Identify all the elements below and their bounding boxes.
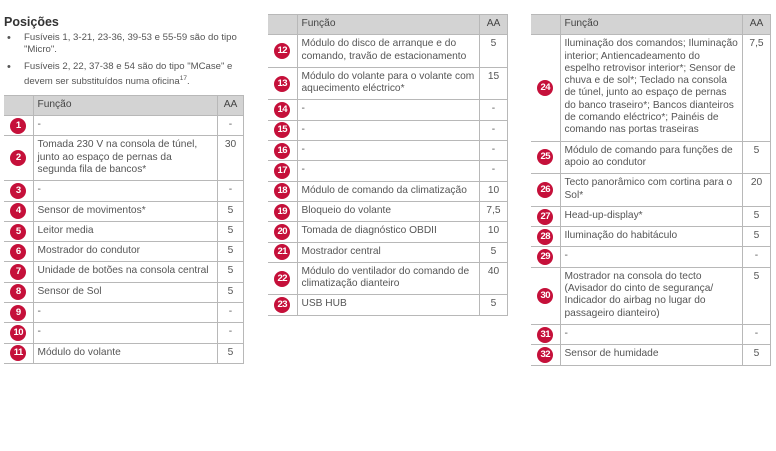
fuse-number-badge: 22 [274, 271, 290, 287]
fuse-function-cell: - [33, 323, 218, 343]
fuse-number-badge: 26 [537, 182, 553, 198]
fuse-number-cell [531, 227, 560, 247]
section-heading: Posições [4, 15, 59, 29]
fuse-number-badge: 31 [537, 327, 553, 343]
fuse-row [531, 35, 771, 141]
fuse-row [531, 324, 771, 344]
right-column [531, 0, 771, 366]
amperage-column-header: AA [480, 15, 508, 35]
fuse-type-note-mcase: • Fusíveis 2, 22, 37-38 e 54 são do tipo "MCase" e devem ser substituídos numa oficina$^{17}$. [4, 61, 244, 89]
function-column-header: Função [297, 15, 480, 35]
fuse-amperage-cell: 5 [743, 141, 771, 174]
fuse-row [531, 345, 771, 365]
fuse-row [4, 221, 244, 241]
fuse-function-cell: Módulo do ventilador do comando de climatização dianteiro [297, 262, 480, 295]
fuse-function-cell: Sensor de Sol [33, 282, 218, 302]
fuse-row [531, 206, 771, 226]
fuse-row [531, 174, 771, 207]
fuse-amperage-cell: 10 [480, 181, 508, 201]
fuse-number-cell [531, 174, 560, 207]
fuse-function-cell: Mostrador central [297, 242, 480, 262]
fuse-amperage-cell: - [480, 141, 508, 161]
fuse-function-cell: USB HUB [297, 295, 480, 315]
fuse-number-badge: 30 [537, 288, 553, 304]
fuse-type-note-micro: • Fusíveis 1, 3-21, 23-36, 39-53 e 55-59 são do tipo "Micro". [4, 32, 244, 57]
fuse-amperage-cell: 5 [480, 295, 508, 315]
left-column [4, 0, 244, 364]
fuse-function-cell: Unidade de botões na consola central [33, 262, 218, 282]
fuse-number-cell [531, 141, 560, 174]
fuse-number-badge: 27 [537, 209, 553, 225]
fuse-amperage-cell: 7,5 [743, 35, 771, 141]
fuse-table-2 [268, 14, 508, 316]
fuse-number-cell [268, 181, 297, 201]
fuse-number-cell [268, 222, 297, 242]
fuse-row [268, 67, 508, 100]
fuse-row [268, 242, 508, 262]
function-column-header: Função [33, 95, 218, 115]
fuse-number-cell [268, 201, 297, 221]
fuse-number-badge: 14 [274, 102, 290, 118]
fuse-number-cell [4, 136, 33, 181]
number-column-header [268, 15, 297, 35]
fuse-number-badge: 2 [10, 150, 26, 166]
fuse-amperage-cell: 5 [480, 35, 508, 68]
fuse-function-cell: - [297, 161, 480, 181]
fuse-amperage-cell: 30 [218, 136, 244, 181]
fuse-number-badge: 13 [274, 76, 290, 92]
fuse-row [531, 141, 771, 174]
fuse-amperage-cell: 20 [743, 174, 771, 207]
fuse-number-cell [531, 345, 560, 365]
number-column-header [4, 95, 33, 115]
fuse-amperage-cell: 5 [218, 343, 244, 363]
fuse-row [268, 100, 508, 120]
fuse-table-3 [531, 14, 771, 366]
fuse-row [4, 136, 244, 181]
number-column-header [531, 15, 560, 35]
fuse-function-cell: Iluminação dos comandos; Iluminação interior; Antiencadeamento do espelho retrovisor interior*; Sensor de chuva e de sol*; Teclado na consola de túnel, junto ao espaço de pernas do banco traseiro*; Bancos dianteiros de comando eléctrico*; Painéis de comando nas portas traseiras [560, 35, 743, 141]
fuse-row [268, 35, 508, 68]
fuse-function-cell: Módulo de comando da climatização [297, 181, 480, 201]
fuse-number-badge: 21 [274, 244, 290, 260]
fuse-amperage-cell: 40 [480, 262, 508, 295]
fuse-amperage-cell: - [480, 161, 508, 181]
fuse-amperage-cell: 5 [218, 201, 244, 221]
fuse-number-badge: 8 [10, 284, 26, 300]
fuse-row [268, 295, 508, 315]
fuse-row [268, 141, 508, 161]
fuse-row [268, 201, 508, 221]
fuse-row [4, 181, 244, 201]
fuse-function-cell: Mostrador do condutor [33, 242, 218, 262]
fuse-function-cell: Módulo de comando para funções de apoio ao condutor [560, 141, 743, 174]
fuse-amperage-cell: - [743, 247, 771, 267]
fuse-function-cell: Leitor media [33, 221, 218, 241]
fuse-number-badge: 3 [10, 183, 26, 199]
fuse-number-cell [4, 221, 33, 241]
fuse-function-cell: Tomada 230 V na consola de túnel, junto ao espaço de pernas da segunda fila de bancos* [33, 136, 218, 181]
fuse-amperage-cell: - [218, 116, 244, 136]
fuse-number-badge: 17 [274, 163, 290, 179]
fuse-function-cell: Sensor de humidade [560, 345, 743, 365]
amperage-column-header: AA [743, 15, 771, 35]
fuse-amperage-cell: 5 [218, 262, 244, 282]
fuse-row [531, 247, 771, 267]
fuse-amperage-cell: - [218, 303, 244, 323]
middle-column [268, 0, 508, 316]
fuse-amperage-cell: 5 [743, 345, 771, 365]
fuse-amperage-cell: 5 [743, 206, 771, 226]
fuse-function-cell: Módulo do volante para o volante com aquecimento eléctrico* [297, 67, 480, 100]
fuse-function-cell: Módulo do volante [33, 343, 218, 363]
fuse-number-badge: 18 [274, 183, 290, 199]
fuse-number-cell [268, 100, 297, 120]
fuse-number-cell [4, 262, 33, 282]
fuse-number-cell [4, 201, 33, 221]
fuse-row [4, 343, 244, 363]
fuse-number-cell [531, 324, 560, 344]
fuse-amperage-cell: 10 [480, 222, 508, 242]
fuse-number-cell [531, 206, 560, 226]
fuse-number-badge: 29 [537, 249, 553, 265]
fuse-number-badge: 32 [537, 347, 553, 363]
fuse-number-badge: 6 [10, 244, 26, 260]
fuse-number-cell [268, 67, 297, 100]
fuse-number-badge: 24 [537, 80, 553, 96]
fuse-amperage-cell: - [218, 323, 244, 343]
fuse-amperage-cell: 5 [743, 267, 771, 324]
fuse-number-cell [268, 120, 297, 140]
fuse-number-cell [4, 343, 33, 363]
fuse-number-badge: 10 [10, 325, 26, 341]
fuse-number-cell [268, 242, 297, 262]
fuse-number-badge: 19 [274, 204, 290, 220]
footnote-ref[interactable]: 17 [179, 75, 187, 83]
fuse-row [4, 242, 244, 262]
fuse-number-badge: 23 [274, 297, 290, 313]
fuse-function-cell: - [33, 181, 218, 201]
fuse-amperage-cell: - [480, 120, 508, 140]
fuse-table-1 [4, 95, 244, 364]
fuse-number-cell [4, 303, 33, 323]
fuse-number-cell [4, 181, 33, 201]
fuse-number-badge: 1 [10, 118, 26, 134]
fuse-number-badge: 4 [10, 203, 26, 219]
fuse-number-cell [268, 141, 297, 161]
fuse-function-cell: Tomada de diagnóstico OBDII [297, 222, 480, 242]
fuse-number-cell [268, 295, 297, 315]
fuse-amperage-cell: - [480, 100, 508, 120]
amperage-column-header: AA [218, 95, 244, 115]
fuse-number-badge: 28 [537, 229, 553, 245]
fuse-row [4, 323, 244, 343]
fuse-row [268, 262, 508, 295]
fuse-amperage-cell: 15 [480, 67, 508, 100]
fuse-row [268, 222, 508, 242]
fuse-function-cell: - [297, 120, 480, 140]
fuse-function-cell: - [297, 100, 480, 120]
fuse-function-cell: - [33, 116, 218, 136]
fuse-amperage-cell: 5 [480, 242, 508, 262]
fuse-amperage-cell: - [218, 181, 244, 201]
fuse-function-cell: - [33, 303, 218, 323]
fuse-function-cell: Módulo do disco de arranque e do comando, travão de estacionamento [297, 35, 480, 68]
fuse-number-cell [531, 35, 560, 141]
fuse-function-cell: Mostrador na consola do tecto (Avisador do cinto de segurança/ Indicador do airbag no lugar do passageiro dianteiro) [560, 267, 743, 324]
fuse-number-cell [4, 242, 33, 262]
fuse-number-cell [4, 116, 33, 136]
fuse-amperage-cell: 5 [743, 227, 771, 247]
fuse-row [268, 161, 508, 181]
fuse-number-badge: 15 [274, 122, 290, 138]
fuse-function-cell: Bloqueio do volante [297, 201, 480, 221]
fuse-row [4, 201, 244, 221]
fuse-row [531, 267, 771, 324]
fuse-number-cell [531, 247, 560, 267]
fuse-function-cell: Tecto panorâmico com cortina para o Sol* [560, 174, 743, 207]
fuse-amperage-cell: 5 [218, 282, 244, 302]
fuse-number-badge: 7 [10, 264, 26, 280]
fuse-function-cell: - [560, 324, 743, 344]
fuse-function-cell: Sensor de movimentos* [33, 201, 218, 221]
fuse-number-badge: 9 [10, 305, 26, 321]
fuse-number-badge: 16 [274, 143, 290, 159]
fuse-row [268, 120, 508, 140]
fuse-amperage-cell: 5 [218, 221, 244, 241]
fuse-row [531, 227, 771, 247]
fuse-row [4, 262, 244, 282]
fuse-number-badge: 11 [10, 345, 26, 361]
fuse-type-list [4, 32, 244, 89]
fuse-number-cell [268, 35, 297, 68]
function-column-header: Função [560, 15, 743, 35]
fuse-number-badge: 12 [274, 43, 290, 59]
fuse-row [4, 116, 244, 136]
fuse-number-cell [268, 161, 297, 181]
fuse-function-cell: - [297, 141, 480, 161]
fuse-number-badge: 25 [537, 149, 553, 165]
fuse-function-cell: - [560, 247, 743, 267]
fuse-number-cell [268, 262, 297, 295]
fuse-amperage-cell: 7,5 [480, 201, 508, 221]
fuse-number-badge: 20 [274, 224, 290, 240]
fuse-number-cell [531, 267, 560, 324]
fuse-function-cell: Iluminação do habitáculo [560, 227, 743, 247]
fuse-number-cell [4, 282, 33, 302]
fuse-row [4, 282, 244, 302]
fuse-number-badge: 5 [10, 224, 26, 240]
fuse-number-cell [4, 323, 33, 343]
fuse-row [4, 303, 244, 323]
fuse-amperage-cell: - [743, 324, 771, 344]
fuse-function-cell: Head-up-display* [560, 206, 743, 226]
fuse-amperage-cell: 5 [218, 242, 244, 262]
fuse-row [268, 181, 508, 201]
